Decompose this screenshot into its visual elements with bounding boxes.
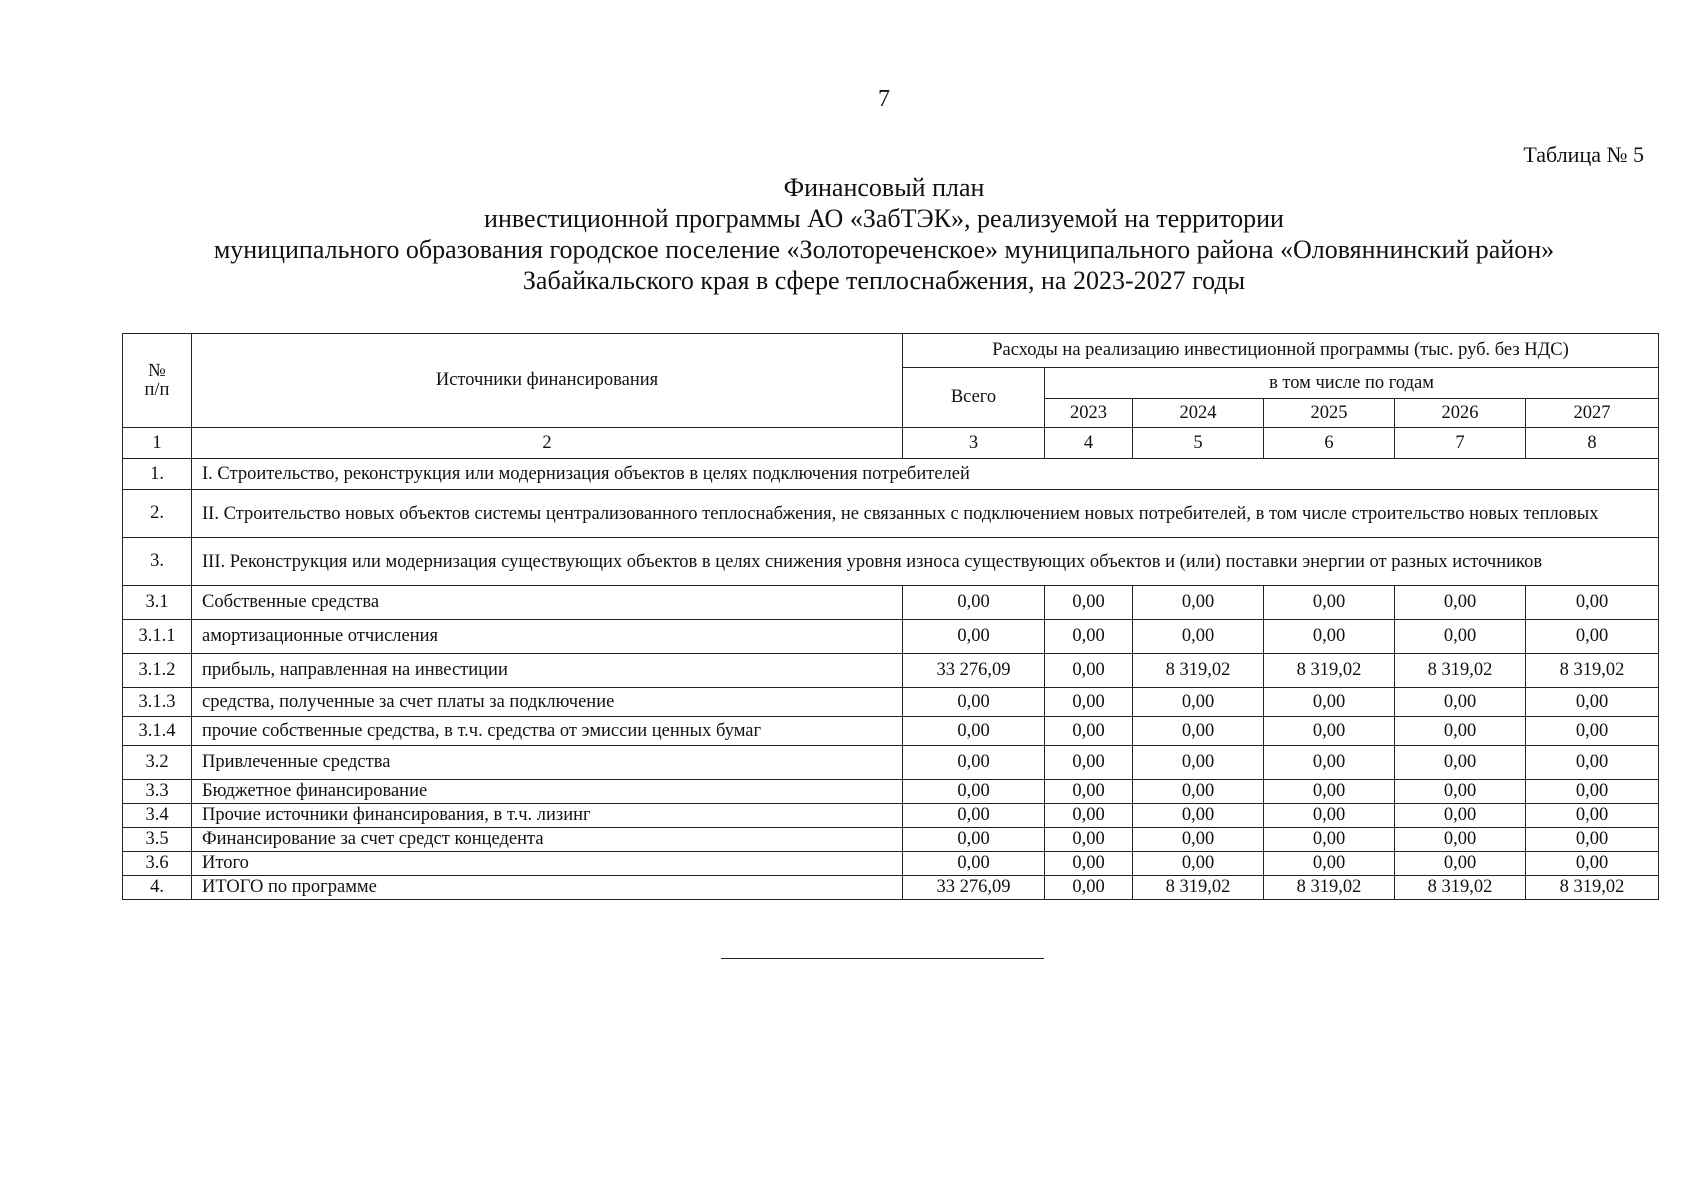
header-source: Источники финансирования bbox=[192, 334, 903, 428]
row-num: 3.4 bbox=[123, 804, 192, 828]
header-year: 2023 bbox=[1045, 399, 1133, 428]
row-2027: 8 319,02 bbox=[1526, 876, 1659, 900]
row-2025: 0,00 bbox=[1264, 746, 1395, 780]
row-total: 0,00 bbox=[903, 746, 1045, 780]
header-year: 2027 bbox=[1526, 399, 1659, 428]
table-row bbox=[123, 620, 1659, 654]
row-name: Бюджетное финансирование bbox=[192, 780, 903, 804]
row-2024: 0,00 bbox=[1133, 804, 1264, 828]
row-2026: 0,00 bbox=[1395, 717, 1526, 746]
row-num: 3.3 bbox=[123, 780, 192, 804]
row-num: 3.1 bbox=[123, 586, 192, 620]
row-name: Итого bbox=[192, 852, 903, 876]
row-2025: 0,00 bbox=[1264, 620, 1395, 654]
table-row bbox=[123, 717, 1659, 746]
table-row bbox=[123, 654, 1659, 688]
row-2027: 0,00 bbox=[1526, 586, 1659, 620]
row-2023: 0,00 bbox=[1045, 852, 1133, 876]
section-title: III. Реконструкция или модернизация существующих объектов в целях снижения уровня износа существующих объектов и (или) поставки энергии от разных источников bbox=[192, 538, 1659, 586]
row-2025: 0,00 bbox=[1264, 828, 1395, 852]
row-total: 33 276,09 bbox=[903, 876, 1045, 900]
row-2023: 0,00 bbox=[1045, 804, 1133, 828]
title-line: Забайкальского края в сфере теплоснабжения, на 2023-2027 годы bbox=[522, 266, 1246, 295]
row-2026: 0,00 bbox=[1395, 746, 1526, 780]
section-row bbox=[123, 459, 1659, 490]
row-2027: 0,00 bbox=[1526, 828, 1659, 852]
row-2026: 8 319,02 bbox=[1395, 654, 1526, 688]
header-year: 2024 bbox=[1133, 399, 1264, 428]
row-2024: 8 319,02 bbox=[1133, 876, 1264, 900]
section-num: 2. bbox=[123, 490, 192, 538]
row-2026: 0,00 bbox=[1395, 620, 1526, 654]
section-row bbox=[123, 490, 1659, 538]
column-numbers-row bbox=[123, 428, 1659, 459]
row-2026: 0,00 bbox=[1395, 852, 1526, 876]
row-num: 3.6 bbox=[123, 852, 192, 876]
row-num: 3.1.3 bbox=[123, 688, 192, 717]
row-2024: 0,00 bbox=[1133, 586, 1264, 620]
row-name: ИТОГО по программе bbox=[192, 876, 903, 900]
row-2025: 0,00 bbox=[1264, 852, 1395, 876]
row-total: 0,00 bbox=[903, 804, 1045, 828]
row-total: 0,00 bbox=[903, 780, 1045, 804]
row-2025: 0,00 bbox=[1264, 717, 1395, 746]
column-number: 4 bbox=[1045, 428, 1133, 459]
section-row bbox=[123, 538, 1659, 586]
row-name: Привлеченные средства bbox=[192, 746, 903, 780]
financial-plan-table bbox=[122, 333, 1659, 900]
row-total: 0,00 bbox=[903, 688, 1045, 717]
row-2024: 0,00 bbox=[1133, 717, 1264, 746]
table-row bbox=[123, 852, 1659, 876]
table-row-total bbox=[123, 876, 1659, 900]
row-2027: 0,00 bbox=[1526, 852, 1659, 876]
table-row bbox=[123, 804, 1659, 828]
section-num: 3. bbox=[123, 538, 192, 586]
column-number: 3 bbox=[903, 428, 1045, 459]
row-2024: 0,00 bbox=[1133, 828, 1264, 852]
row-total: 0,00 bbox=[903, 852, 1045, 876]
row-2023: 0,00 bbox=[1045, 828, 1133, 852]
row-total: 0,00 bbox=[903, 620, 1045, 654]
row-2026: 0,00 bbox=[1395, 688, 1526, 717]
column-number: 7 bbox=[1395, 428, 1526, 459]
row-name: Собственные средства bbox=[192, 586, 903, 620]
row-2025: 8 319,02 bbox=[1264, 654, 1395, 688]
column-number: 5 bbox=[1133, 428, 1264, 459]
header-row bbox=[123, 334, 1659, 368]
row-2023: 0,00 bbox=[1045, 746, 1133, 780]
column-number: 8 bbox=[1526, 428, 1659, 459]
row-2027: 0,00 bbox=[1526, 620, 1659, 654]
header-by-years: в том числе по годам bbox=[1045, 368, 1659, 399]
row-2026: 8 319,02 bbox=[1395, 876, 1526, 900]
row-total: 0,00 bbox=[903, 586, 1045, 620]
header-year: 2025 bbox=[1264, 399, 1395, 428]
table-row bbox=[123, 688, 1659, 717]
page-number: 7 bbox=[878, 86, 890, 112]
row-2023: 0,00 bbox=[1045, 688, 1133, 717]
row-2025: 0,00 bbox=[1264, 586, 1395, 620]
table-row bbox=[123, 586, 1659, 620]
row-2025: 0,00 bbox=[1264, 804, 1395, 828]
row-2023: 0,00 bbox=[1045, 717, 1133, 746]
row-2027: 0,00 bbox=[1526, 717, 1659, 746]
row-2023: 0,00 bbox=[1045, 654, 1133, 688]
row-2024: 0,00 bbox=[1133, 620, 1264, 654]
header-total: Всего bbox=[903, 368, 1045, 428]
row-num: 3.5 bbox=[123, 828, 192, 852]
document-title bbox=[0, 172, 1691, 296]
row-2025: 0,00 bbox=[1264, 688, 1395, 717]
row-name: Финансирование за счет средст концедента bbox=[192, 828, 903, 852]
section-title: II. Строительство новых объектов системы централизованного теплоснабжения, не связанных с подключением новых потребителей, в том числе строительство новых тепловых bbox=[192, 490, 1659, 538]
column-number: 6 bbox=[1264, 428, 1395, 459]
row-name: прибыль, направленная на инвестиции bbox=[192, 654, 903, 688]
row-2026: 0,00 bbox=[1395, 780, 1526, 804]
row-num: 3.2 bbox=[123, 746, 192, 780]
row-total: 33 276,09 bbox=[903, 654, 1045, 688]
row-num: 3.1.2 bbox=[123, 654, 192, 688]
row-2026: 0,00 bbox=[1395, 828, 1526, 852]
row-2023: 0,00 bbox=[1045, 586, 1133, 620]
row-2027: 0,00 bbox=[1526, 688, 1659, 717]
row-num: 4. bbox=[123, 876, 192, 900]
row-2025: 8 319,02 bbox=[1264, 876, 1395, 900]
row-2023: 0,00 bbox=[1045, 780, 1133, 804]
row-name: Прочие источники финансирования, в т.ч. лизинг bbox=[192, 804, 903, 828]
row-num: 3.1.1 bbox=[123, 620, 192, 654]
column-number: 1 bbox=[123, 428, 192, 459]
title-line: муниципального образования городское поселение «Золотореченское» муниципального района «Оловяннинский район» bbox=[213, 235, 1555, 264]
row-2026: 0,00 bbox=[1395, 804, 1526, 828]
title-line: инвестиционной программы АО «ЗабТЭК», реализуемой на территории bbox=[484, 204, 1284, 233]
row-2026: 0,00 bbox=[1395, 586, 1526, 620]
row-2023: 0,00 bbox=[1045, 876, 1133, 900]
row-name: средства, полученные за счет платы за подключение bbox=[192, 688, 903, 717]
header-num: № п/п bbox=[123, 334, 192, 428]
footer-divider bbox=[721, 958, 1044, 959]
row-2027: 0,00 bbox=[1526, 780, 1659, 804]
row-2024: 0,00 bbox=[1133, 688, 1264, 717]
row-2027: 8 319,02 bbox=[1526, 654, 1659, 688]
row-2024: 0,00 bbox=[1133, 852, 1264, 876]
row-2027: 0,00 bbox=[1526, 746, 1659, 780]
row-2027: 0,00 bbox=[1526, 804, 1659, 828]
section-num: 1. bbox=[123, 459, 192, 490]
row-2024: 0,00 bbox=[1133, 746, 1264, 780]
section-title: I. Строительство, реконструкция или модернизация объектов в целях подключения потребителей bbox=[192, 459, 1659, 490]
column-number: 2 bbox=[192, 428, 903, 459]
row-2025: 0,00 bbox=[1264, 780, 1395, 804]
row-2023: 0,00 bbox=[1045, 620, 1133, 654]
row-2024: 0,00 bbox=[1133, 780, 1264, 804]
header-year: 2026 bbox=[1395, 399, 1526, 428]
row-name: прочие собственные средства, в т.ч. средства от эмиссии ценных бумаг bbox=[192, 717, 903, 746]
table-row bbox=[123, 746, 1659, 780]
row-num: 3.1.4 bbox=[123, 717, 192, 746]
header-expenses: Расходы на реализацию инвестиционной программы (тыс. руб. без НДС) bbox=[903, 334, 1659, 368]
table-label: Таблица № 5 bbox=[1523, 142, 1644, 167]
row-total: 0,00 bbox=[903, 717, 1045, 746]
row-name: амортизационные отчисления bbox=[192, 620, 903, 654]
table-row bbox=[123, 828, 1659, 852]
row-total: 0,00 bbox=[903, 828, 1045, 852]
title-line: Финансовый план bbox=[783, 173, 985, 202]
row-2024: 8 319,02 bbox=[1133, 654, 1264, 688]
table-row bbox=[123, 780, 1659, 804]
